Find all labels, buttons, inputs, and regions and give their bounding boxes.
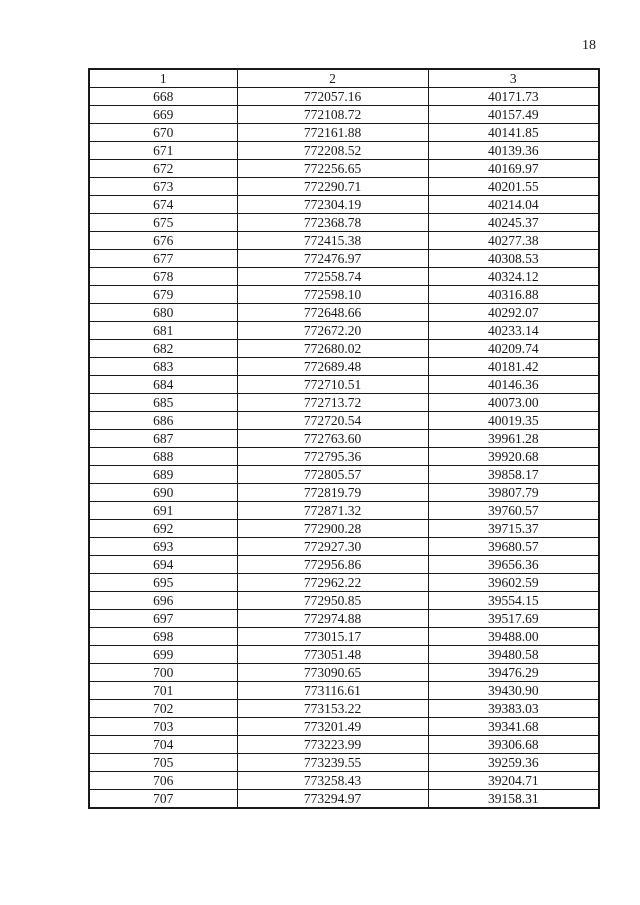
table-row	[89, 412, 599, 430]
x-coordinate-cell: 772962.22	[237, 574, 428, 592]
table-row	[89, 502, 599, 520]
point-number-cell: 687	[89, 430, 237, 448]
table-row	[89, 124, 599, 142]
y-coordinate-cell: 40141.85	[428, 124, 599, 142]
point-number-cell: 675	[89, 214, 237, 232]
point-number-cell: 678	[89, 268, 237, 286]
x-coordinate-cell: 772598.10	[237, 286, 428, 304]
point-number-cell: 669	[89, 106, 237, 124]
y-coordinate-cell: 39807.79	[428, 484, 599, 502]
point-number-cell: 684	[89, 376, 237, 394]
table-row	[89, 754, 599, 772]
point-number-cell: 673	[89, 178, 237, 196]
x-coordinate-cell: 772290.71	[237, 178, 428, 196]
table-row	[89, 628, 599, 646]
x-coordinate-cell: 772108.72	[237, 106, 428, 124]
point-number-cell: 690	[89, 484, 237, 502]
x-coordinate-cell: 772304.19	[237, 196, 428, 214]
x-coordinate-cell: 773294.97	[237, 790, 428, 809]
point-number-cell: 707	[89, 790, 237, 809]
point-number-cell: 682	[89, 340, 237, 358]
point-number-cell: 672	[89, 160, 237, 178]
x-coordinate-cell: 773258.43	[237, 772, 428, 790]
y-coordinate-cell: 39341.68	[428, 718, 599, 736]
point-number-cell: 692	[89, 520, 237, 538]
point-number-cell: 696	[89, 592, 237, 610]
y-coordinate-cell: 39383.03	[428, 700, 599, 718]
y-coordinate-cell: 39517.69	[428, 610, 599, 628]
point-number-cell: 701	[89, 682, 237, 700]
y-coordinate-cell: 40019.35	[428, 412, 599, 430]
table-row	[89, 178, 599, 196]
page-number: 18	[582, 38, 596, 53]
y-coordinate-cell: 40214.04	[428, 196, 599, 214]
y-coordinate-cell: 40146.36	[428, 376, 599, 394]
point-number-cell: 695	[89, 574, 237, 592]
x-coordinate-cell: 772476.97	[237, 250, 428, 268]
y-coordinate-cell: 40324.12	[428, 268, 599, 286]
table-row	[89, 466, 599, 484]
table-row	[89, 340, 599, 358]
table-row	[89, 718, 599, 736]
table-row	[89, 142, 599, 160]
y-coordinate-cell: 39680.57	[428, 538, 599, 556]
x-coordinate-cell: 772672.20	[237, 322, 428, 340]
point-number-cell: 686	[89, 412, 237, 430]
x-coordinate-cell: 772819.79	[237, 484, 428, 502]
x-coordinate-cell: 772720.54	[237, 412, 428, 430]
y-coordinate-cell: 39961.28	[428, 430, 599, 448]
point-number-cell: 689	[89, 466, 237, 484]
x-coordinate-cell: 772713.72	[237, 394, 428, 412]
table-row	[89, 520, 599, 538]
point-number-cell: 670	[89, 124, 237, 142]
x-coordinate-cell: 772956.86	[237, 556, 428, 574]
table-row	[89, 250, 599, 268]
coordinates-table	[88, 68, 600, 809]
y-coordinate-cell: 39204.71	[428, 772, 599, 790]
point-number-cell: 685	[89, 394, 237, 412]
point-number-cell: 700	[89, 664, 237, 682]
x-coordinate-cell: 772689.48	[237, 358, 428, 376]
table-row	[89, 682, 599, 700]
point-number-cell: 674	[89, 196, 237, 214]
y-coordinate-cell: 39554.15	[428, 592, 599, 610]
x-coordinate-cell: 772558.74	[237, 268, 428, 286]
point-number-cell: 706	[89, 772, 237, 790]
y-coordinate-cell: 40201.55	[428, 178, 599, 196]
y-coordinate-cell: 39476.29	[428, 664, 599, 682]
y-coordinate-cell: 40233.14	[428, 322, 599, 340]
table-row	[89, 304, 599, 322]
y-coordinate-cell: 39760.57	[428, 502, 599, 520]
point-number-cell: 688	[89, 448, 237, 466]
table-row	[89, 286, 599, 304]
x-coordinate-cell: 772256.65	[237, 160, 428, 178]
x-coordinate-cell: 773090.65	[237, 664, 428, 682]
point-number-cell: 676	[89, 232, 237, 250]
x-coordinate-cell: 772763.60	[237, 430, 428, 448]
y-coordinate-cell: 39158.31	[428, 790, 599, 809]
y-coordinate-cell: 40157.49	[428, 106, 599, 124]
point-number-cell: 693	[89, 538, 237, 556]
y-coordinate-cell: 39715.37	[428, 520, 599, 538]
table-row	[89, 610, 599, 628]
x-coordinate-cell: 772795.36	[237, 448, 428, 466]
table-row	[89, 160, 599, 178]
y-coordinate-cell: 39920.68	[428, 448, 599, 466]
table-row	[89, 394, 599, 412]
x-coordinate-cell: 772208.52	[237, 142, 428, 160]
y-coordinate-cell: 40171.73	[428, 88, 599, 106]
point-number-cell: 677	[89, 250, 237, 268]
table-row	[89, 88, 599, 106]
x-coordinate-cell: 773051.48	[237, 646, 428, 664]
point-number-cell: 679	[89, 286, 237, 304]
table-row	[89, 556, 599, 574]
point-number-cell: 704	[89, 736, 237, 754]
y-coordinate-cell: 39602.59	[428, 574, 599, 592]
table-row	[89, 196, 599, 214]
x-coordinate-cell: 772161.88	[237, 124, 428, 142]
table-row	[89, 574, 599, 592]
y-coordinate-cell: 39858.17	[428, 466, 599, 484]
table-row	[89, 448, 599, 466]
table-row	[89, 790, 599, 809]
point-number-cell: 702	[89, 700, 237, 718]
table-row	[89, 592, 599, 610]
table-body	[89, 88, 599, 809]
point-number-cell: 699	[89, 646, 237, 664]
point-number-cell: 703	[89, 718, 237, 736]
table-row	[89, 358, 599, 376]
x-coordinate-cell: 773153.22	[237, 700, 428, 718]
x-coordinate-cell: 773201.49	[237, 718, 428, 736]
table-row	[89, 772, 599, 790]
point-number-cell: 680	[89, 304, 237, 322]
x-coordinate-cell: 772648.66	[237, 304, 428, 322]
table-row	[89, 430, 599, 448]
table-row	[89, 484, 599, 502]
y-coordinate-cell: 40277.38	[428, 232, 599, 250]
table-row	[89, 232, 599, 250]
table-row	[89, 700, 599, 718]
table-row	[89, 664, 599, 682]
y-coordinate-cell: 40073.00	[428, 394, 599, 412]
table-row	[89, 322, 599, 340]
x-coordinate-cell: 772974.88	[237, 610, 428, 628]
x-coordinate-cell: 772710.51	[237, 376, 428, 394]
table-row	[89, 736, 599, 754]
y-coordinate-cell: 40169.97	[428, 160, 599, 178]
table-row	[89, 646, 599, 664]
y-coordinate-cell: 40308.53	[428, 250, 599, 268]
table-row	[89, 268, 599, 286]
column-header: 3	[428, 69, 599, 88]
point-number-cell: 671	[89, 142, 237, 160]
x-coordinate-cell: 772927.30	[237, 538, 428, 556]
point-number-cell: 683	[89, 358, 237, 376]
y-coordinate-cell: 40292.07	[428, 304, 599, 322]
y-coordinate-cell: 39656.36	[428, 556, 599, 574]
y-coordinate-cell: 40181.42	[428, 358, 599, 376]
table-row	[89, 538, 599, 556]
x-coordinate-cell: 773223.99	[237, 736, 428, 754]
y-coordinate-cell: 40245.37	[428, 214, 599, 232]
x-coordinate-cell: 772057.16	[237, 88, 428, 106]
x-coordinate-cell: 773015.17	[237, 628, 428, 646]
point-number-cell: 697	[89, 610, 237, 628]
table-row	[89, 106, 599, 124]
y-coordinate-cell: 40139.36	[428, 142, 599, 160]
y-coordinate-cell: 39430.90	[428, 682, 599, 700]
y-coordinate-cell: 40316.88	[428, 286, 599, 304]
point-number-cell: 705	[89, 754, 237, 772]
table-row	[89, 214, 599, 232]
point-number-cell: 691	[89, 502, 237, 520]
column-header: 1	[89, 69, 237, 88]
point-number-cell: 668	[89, 88, 237, 106]
y-coordinate-cell: 39259.36	[428, 754, 599, 772]
y-coordinate-cell: 39480.58	[428, 646, 599, 664]
point-number-cell: 681	[89, 322, 237, 340]
x-coordinate-cell: 773116.61	[237, 682, 428, 700]
y-coordinate-cell: 39306.68	[428, 736, 599, 754]
x-coordinate-cell: 772950.85	[237, 592, 428, 610]
y-coordinate-cell: 40209.74	[428, 340, 599, 358]
x-coordinate-cell: 772871.32	[237, 502, 428, 520]
column-header: 2	[237, 69, 428, 88]
y-coordinate-cell: 39488.00	[428, 628, 599, 646]
x-coordinate-cell: 772415.38	[237, 232, 428, 250]
table-header-row	[89, 69, 599, 88]
point-number-cell: 698	[89, 628, 237, 646]
x-coordinate-cell: 772900.28	[237, 520, 428, 538]
x-coordinate-cell: 772368.78	[237, 214, 428, 232]
x-coordinate-cell: 773239.55	[237, 754, 428, 772]
x-coordinate-cell: 772680.02	[237, 340, 428, 358]
table-row	[89, 376, 599, 394]
x-coordinate-cell: 772805.57	[237, 466, 428, 484]
point-number-cell: 694	[89, 556, 237, 574]
